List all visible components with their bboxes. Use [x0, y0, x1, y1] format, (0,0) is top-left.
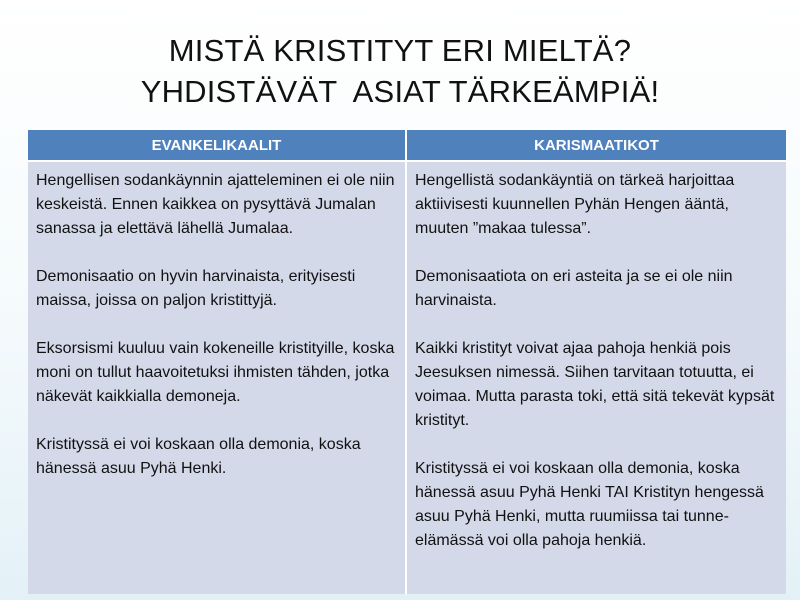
- paragraph: Demonisaatio on hyvin harvinaista, erityisesti maissa, joissa on paljon kristittyjä.: [36, 268, 356, 309]
- title-line-1: MISTÄ KRISTITYT ERI MIELTÄ?: [168, 33, 632, 68]
- comparison-table: [28, 130, 786, 594]
- paragraph: Kristityssä ei voi koskaan olla demonia, koska hänessä asuu Pyhä Henki TAI Kristityn hengessä asuu Pyhä Henki, mutta ruumiissa tai tunne-elämässä voi olla pahoja henkiä.: [415, 460, 764, 549]
- header-karismaatikot: KARISMAATIKOT: [406, 130, 786, 161]
- table-header-row: [28, 130, 786, 161]
- table-row: [28, 161, 786, 594]
- paragraph: Kaikki kristityt voivat ajaa pahoja henkiä pois Jeesuksen nimessä. Siihen tarvitaan totuutta, ei voimaa. Mutta parasta toki, että sitä tekevät kypsät kristityt.: [415, 340, 775, 429]
- column-evankelikaalit: [28, 161, 406, 594]
- title-line-2: YHDISTÄVÄT ASIAT TÄRKEÄMPIÄ!: [140, 74, 660, 109]
- header-evankelikaalit: EVANKELIKAALIT: [28, 130, 406, 161]
- paragraph: Demonisaatiota on eri asteita ja se ei ole niin harvinaista.: [415, 268, 733, 309]
- column-karismaatikot: [406, 161, 786, 594]
- slide-title: [0, 30, 800, 112]
- paragraph: Eksorsismi kuuluu vain kokeneille kristityille, koska moni on tullut haavoitetuksi ihmisten tähden, jotka näkevät kaikkialla demoneja.: [36, 340, 395, 405]
- paragraph: Kristityssä ei voi koskaan olla demonia, koska hänessä asuu Pyhä Henki.: [36, 436, 361, 477]
- paragraph: Hengellistä sodankäyntiä on tärkeä harjoittaa aktiivisesti kuunnellen Pyhän Hengen ääntä, muuten ”makaa tulessa”.: [415, 172, 735, 237]
- paragraph: Hengellisen sodankäynnin ajatteleminen ei ole niin keskeistä. Ennen kaikkea on pysyttävä Jumalan sanassa ja elettävä lähellä Jumalaa.: [36, 172, 395, 237]
